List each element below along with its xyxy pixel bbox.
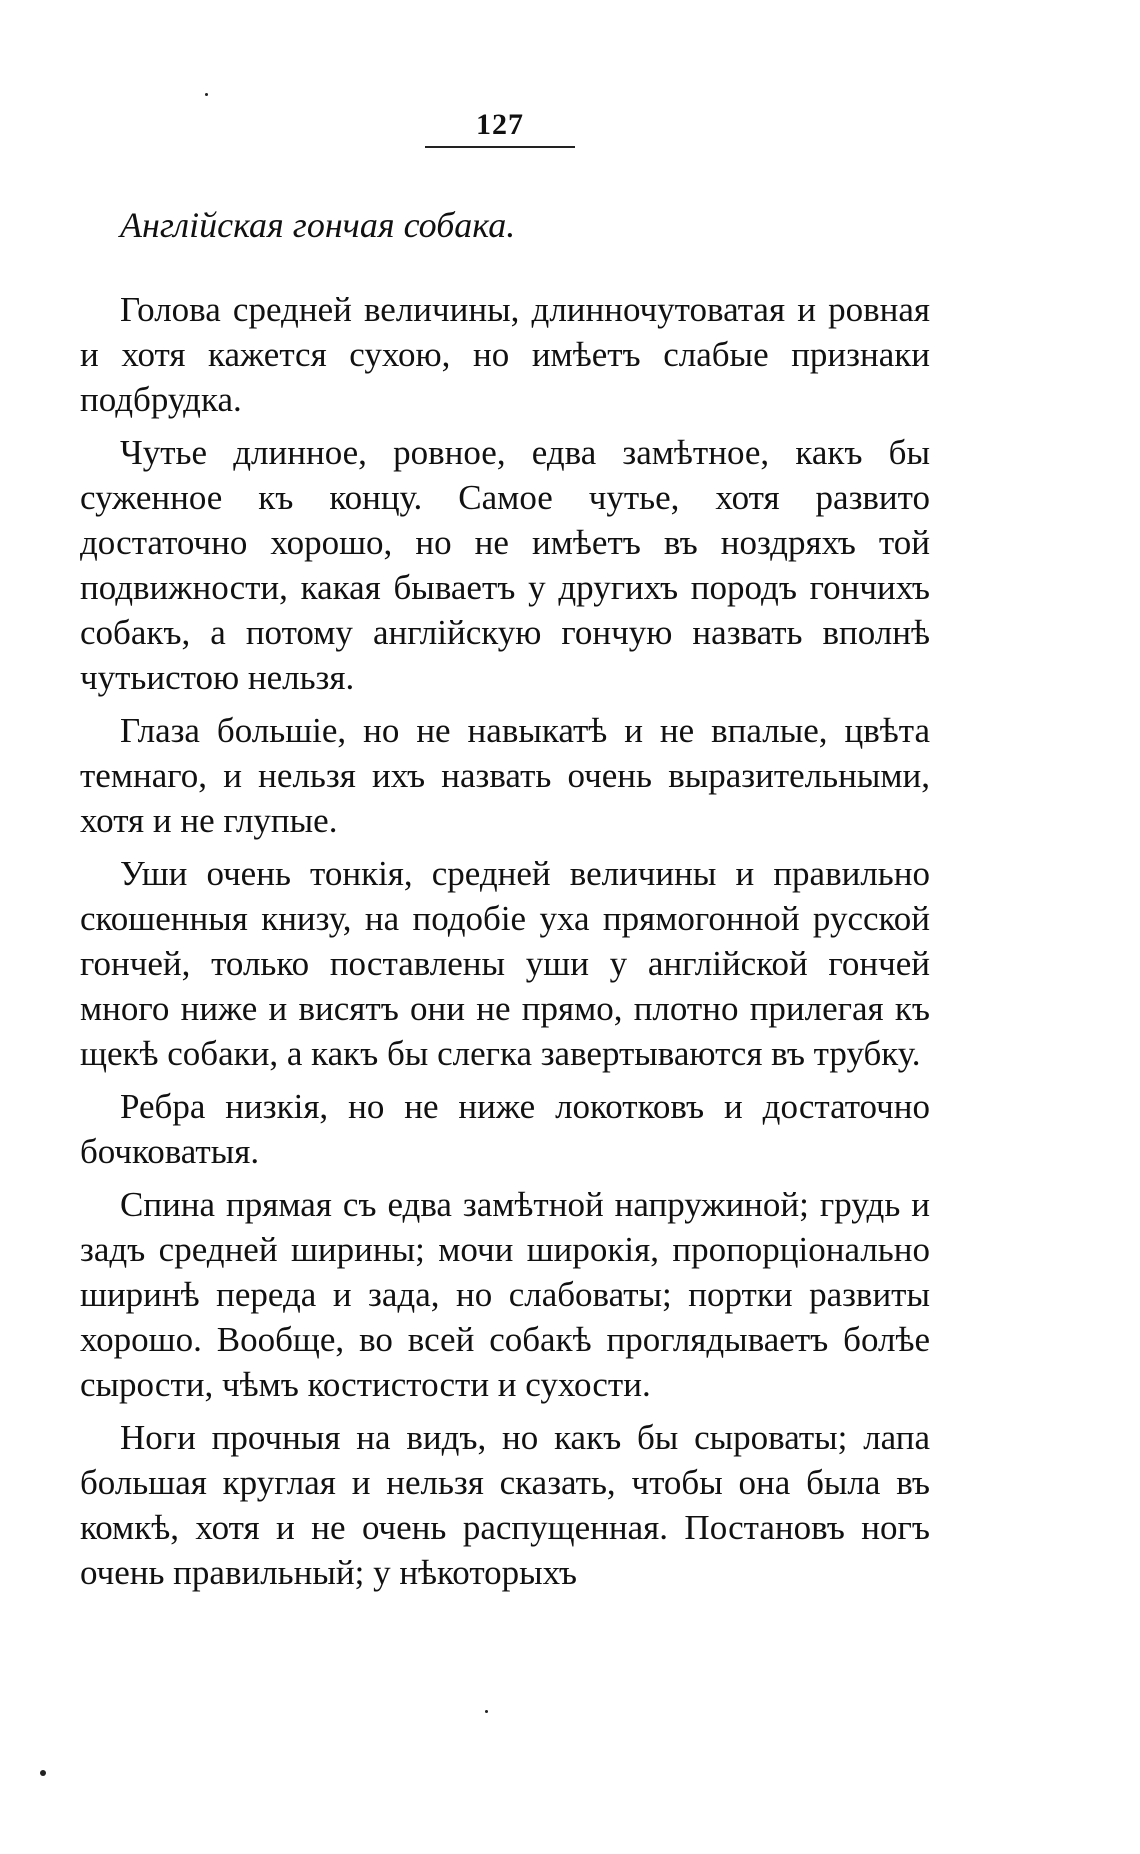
header-rule	[425, 146, 575, 148]
section-title: Англійская гончая собака.	[120, 205, 516, 245]
page-number: 127	[476, 108, 524, 141]
scan-speck	[40, 1770, 46, 1776]
scan-speck	[205, 93, 208, 96]
paragraph-muzzle: Чутье длинное, ровное, едва замѣтное, какъ бы суженное къ концу. Самое чутье, хотя развито достаточно хорошо, но не имѣетъ въ ноздряхъ той подвижности, какая бываетъ у другихъ породъ гончихъ собакъ, а потому англійскую гончую назвать вполнѣ чутьистою нельзя.	[80, 433, 930, 697]
paragraph-eyes: Глаза большіе, но не навыкатѣ и не впалые, цвѣта темнаго, и нельзя ихъ назвать очень выразительными, хотя и не глупые.	[80, 711, 930, 840]
text-block	[80, 205, 930, 1603]
paragraph-back: Спина прямая съ едва замѣтной напружиной; грудь и задъ средней ширины; мочи широкія, пропорціонально ширинѣ переда и зада, но слабоваты; портки развиты хорошо. Вообще, во всей собакѣ проглядываетъ болѣе сырости, чѣмъ костистости и сухости.	[80, 1185, 930, 1404]
paragraph-legs: Ноги прочныя на видъ, но какъ бы сыроваты; лапа большая круглая и нельзя сказать, чтобы она была въ комкѣ, хотя и не очень распущенная. Постановъ ногъ очень правильный; у нѣкоторыхъ	[80, 1418, 930, 1592]
paragraph-head: Голова средней величины, длинночутоватая и ровная и хотя кажется сухою, но имѣетъ слабые признаки подбрудка.	[80, 290, 930, 419]
page-header	[425, 108, 575, 148]
paragraph-ribs: Ребра низкія, но не ниже локотковъ и достаточно бочковатыя.	[80, 1087, 930, 1171]
scan-speck	[485, 1710, 488, 1713]
paragraph-ears: Уши очень тонкія, средней величины и правильно скошенныя книзу, на подобіе уха прямогонной русской гончей, только поставлены уши у англійской гончей много ниже и висятъ они не прямо, плотно прилегая къ щекѣ собаки, а какъ бы слегка завертываются въ трубку.	[80, 854, 930, 1073]
